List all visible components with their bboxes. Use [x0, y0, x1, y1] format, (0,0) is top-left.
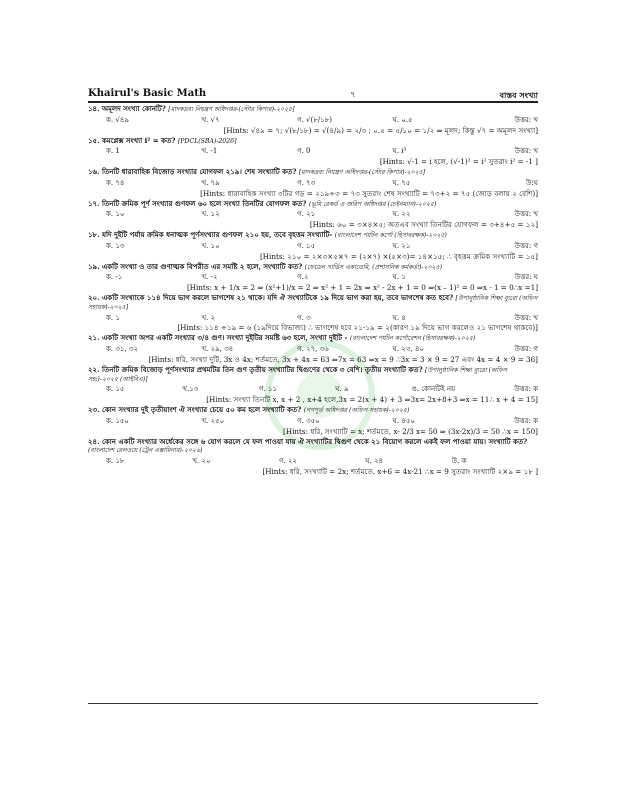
option: ক. ৩১, ৩২	[106, 345, 138, 353]
question-block	[88, 334, 538, 364]
question-text	[88, 200, 538, 209]
option: খ. -1	[201, 147, 218, 156]
question-stem: ২৪. কোন একটি সংখ্যার অর্ধেকের সঙ্গে ৬ যোগ করলে যে ফল পাওয়া যায় ঐ সংখ্যাটির দ্বিগুণ থেকে ২১ বিয়োগ করলে একই ফল পাওয়া যায়। সংখ্যাটি কত?	[88, 436, 528, 446]
option: গ. ২৭, ৩৬	[297, 345, 329, 353]
answer: উত্তর: ক	[514, 385, 539, 394]
answer: উত্তর: খ	[514, 210, 538, 219]
option: গ. ২১	[297, 210, 316, 219]
option: ঘ. ০.৫	[392, 115, 413, 124]
question-source: [PDCL(SBA)-2026]	[177, 137, 237, 145]
question-stem: ১৫. কমপ্লেক্স সংখ্যা i² = কত?	[88, 135, 176, 145]
option: উ. ক	[451, 457, 467, 465]
option: খ. √৭	[201, 115, 220, 124]
option: ক. ৭৪	[106, 178, 125, 187]
hint: [Hints: √-1 = i হলে, (√-1)² = i² সুতরাং i² = -1 ]	[379, 157, 538, 166]
option: খ.১৩	[182, 385, 199, 394]
option: ক. ১৫	[106, 385, 125, 394]
question-stem: ২৩. কোন সংখ্যার দুই তৃতীয়াংশ ঐ সংখ্যার চেয়ে ৫০ কম হলে সংখ্যাটি কত?	[88, 405, 302, 414]
option: খ. ২৯, ৩৪	[201, 345, 234, 353]
question-stem: ২০. একটি সংখ্যাকে ১১৪ দিয়ে ভাগ করলে ভাগশেষ ২১ থাকে। যদি ঐ সংখ্যাটিকে ১৯ দিয়ে ভাগ করা হয়, তবে ভাগশেষ কত হবে?	[88, 293, 454, 302]
options-row	[106, 385, 538, 394]
question-stem: ১৯. একটি সংখ্যা ও তার গুণাত্মক বিপরীত এর সমষ্টি ২ হলে, সংখ্যাটি কত?	[88, 261, 303, 271]
question-stem: ২১. একটি সংখ্যা অপর একটি সংখ্যার ৩/৪ গুণ। সংখ্যা দুইটির সমষ্টি ৬৩ হলে, সংখ্যা দুইটি -	[88, 333, 348, 343]
answer: উ:ঘ	[525, 178, 538, 187]
option: গ. ১৫	[297, 241, 316, 250]
answer: উত্তর: ঘ	[514, 273, 538, 282]
question-stem: ১৮. যদি দুইটি পর্যায় ক্রমিক ধনাত্মক পূর্ণসংখ্যার গুণফল ২১০ হয়, তবে বৃহত্তম সংখ্যাটি-	[88, 230, 333, 239]
option: গ.২	[297, 273, 309, 282]
option: ক. ১৩	[106, 241, 125, 250]
question-source: [উপানুষ্ঠানিক শিক্ষা ব্যুরো (অফিস সহায়ক)-২০২৫]	[88, 295, 538, 311]
question-block	[88, 263, 538, 293]
option: গ. ৭৩	[297, 178, 316, 187]
question-stem: ২২. তিনটি ক্রমিক বিজোড় পূর্ণসংখ্যার প্রথমটির তিন গুণ তৃতীয় সংখ্যাটির দ্বিগুণের থেকে ৩ বেশি। তৃতীয় সংখ্যাটি কত?	[88, 364, 423, 374]
page	[88, 86, 538, 476]
question-text	[88, 105, 538, 114]
question-block	[88, 231, 538, 261]
option: গ. ৩৫০	[297, 416, 320, 425]
option: ঘ. ৪৫০	[392, 416, 415, 425]
option: ক. -১	[106, 273, 123, 282]
question-text	[88, 168, 538, 177]
question-block	[88, 200, 538, 230]
question-source: (ভূমি রেকর্ড ও জরিপ অধিদপ্তর (চেইনম্যান)-২০২৫)	[308, 200, 437, 208]
answer: উত্তর: খ	[514, 115, 538, 124]
question-block	[88, 294, 538, 332]
option: খ. ১০	[201, 241, 220, 250]
option: খ. ২৫০	[201, 416, 225, 425]
answer: উত্তর: খ	[514, 313, 538, 322]
options-row	[106, 116, 538, 125]
options-row	[106, 273, 538, 282]
options-row	[106, 314, 538, 323]
hint: [Hints: √৪৯ = ৭; √(৮/১৮) = √(৪/৯) = ২/৩ ; ০.৫ = ৫/১০ = ১/২ ⇒ মূলদ; কিন্তু √৭ = অমূলদ সংখ্যা]	[223, 125, 538, 135]
option: ক. ১	[106, 313, 120, 322]
question-block	[88, 406, 538, 436]
hint: [Hints: ধরি, সংখ্যাটি = x; শর্তমতে, x- 2/3 x= 50 ⇒ (3x-2x)/3 = 50 ∴x = 150]	[283, 426, 538, 436]
answer: উত্তর: খ	[514, 147, 538, 156]
option: ঙ. কোনটিই নয়	[411, 385, 456, 394]
question-text	[88, 137, 538, 146]
question-source: [মাদকদ্রব্য নিয়ন্ত্রণ অধিদপ্তর-(স্টোর কিপার)-২০২৫]	[168, 106, 295, 113]
option: গ. ২২	[278, 457, 297, 465]
option: ক. ১৫০	[106, 416, 129, 425]
options-row	[106, 179, 538, 188]
options-row	[106, 457, 538, 466]
chapter-title: বাস্তব সংখ্যা	[499, 90, 538, 100]
question-stem: ১৭. তিনটি ক্রমিক পূর্ণ সংখ্যার গুণফল ৬০ হলে সংখ্যা তিনটির যোগফল কত?	[88, 198, 307, 208]
options-row	[106, 147, 538, 156]
question-block	[88, 438, 538, 476]
question-block	[88, 105, 538, 135]
question-block	[88, 137, 538, 167]
question-source: [মাদকদ্রব্য নিয়ন্ত্রণ অধিদপ্তর-(স্টোর কিপার)-২০২৫]	[298, 169, 426, 176]
option: ক. ১০	[106, 210, 125, 219]
book-title: Khairul's Basic Math	[88, 87, 207, 99]
option: ঘ. ৪	[392, 313, 406, 322]
options-row	[106, 210, 538, 219]
option: ঘ. ২৪	[365, 457, 384, 465]
answer: উত্তর: ক	[514, 416, 538, 425]
answer: উত্তর: গ	[514, 241, 538, 250]
hint: [Hints: x + 1/x = 2 ⇒ (x²+1)/x = 2 ⇒ x² + 1 = 2x ⇒ x² - 2x + 1 = 0 ⇒(x – 1)² = 0 ⇒x - 1 = 0∴x =1]	[186, 283, 538, 292]
option: ক. ১৮	[106, 457, 125, 465]
question-block	[88, 168, 538, 198]
question-source: (ফেডেন সার্ভিস একাডেমি, (প্রশাসনিক কর্মকর্তা)-২০২৫)	[304, 263, 442, 271]
option: খ. ১২	[201, 210, 220, 219]
option: ঘ. ৭৫	[392, 178, 411, 187]
option: ঘ. ১	[392, 273, 406, 282]
question-text	[88, 406, 538, 415]
option: ঘ. ৯	[335, 385, 349, 394]
option: খ. ৭৯	[201, 178, 220, 187]
option: ঘ. ২৩, ৪০	[392, 345, 424, 353]
question-source: (বাংলাদেশ পর্যটন কর্পোরেশন (হিসাবরক্ষক)-২০২৫)	[349, 335, 476, 343]
option: ঘ. i³	[392, 147, 407, 156]
question-block	[88, 366, 538, 404]
option: ঘ. ২২	[392, 210, 411, 219]
question-stem: ১৬. তিনটি ধারাবাহিক বিজোড় সংখ্যার যোগফল ২১৯। শেষ সংখ্যাটি কত?	[88, 167, 297, 176]
question-text	[88, 231, 538, 240]
hint: [Hints: ২১০ = ২×৩×৫×৭ = (২×৭) ×(৫×৩)= ১৪×১৫; ∴ বৃহত্তম ক্রমিক সংখ্যাটি = ১৫]	[259, 251, 538, 261]
hint: [Hints: ধরি, সংখ্যা দুটি, 3x ও 4x; শর্তমতে, 3x + 4x = 63 ⇒7x = 63 ⇒x = 9 ∴3x = 3 × 9 = 27 এবং 4x = 4 × 9 = 36]	[148, 354, 538, 364]
hint: [Hints: ১১৪ ÷১৯ = ৬ (১৯দিয়ে বিভাজ্য) ∴ ভাগশেষ হবে ২১-১৯ = ২(কারণ ১৯ দিয়ে ভাগ করলেও ২১ ভাগশেষ থাকবে)]	[177, 323, 538, 333]
page-header	[88, 86, 538, 103]
option: খ. ২০	[192, 457, 211, 465]
option: গ. ১১	[258, 385, 277, 394]
options-row	[106, 242, 538, 251]
option: ক. 1	[106, 147, 120, 156]
option: ঘ. ২১	[392, 241, 411, 250]
hint: [Hints: সংখ্যা তিনটি x, x + 2 , x+4 হলে,3x = 2(x + 4) + 3 ⇒3x= 2x+8+3 ⇒x = 11∴ x + 4 = 15]	[206, 395, 538, 404]
answer: উত্তর: গ	[514, 345, 538, 353]
bottom-rule	[88, 703, 538, 704]
option: খ. ২	[201, 313, 216, 322]
hint: [Hints: ধরি, সংখ্যাটি = 2x; শর্তমতে, x+6 = 4x-21 ∴x = 9 সুতরাং সংখ্যাটি ২×৯ = ১৮ ]	[262, 466, 538, 476]
options-row	[106, 345, 538, 354]
option: গ. 0	[297, 147, 311, 156]
question-text	[88, 294, 538, 312]
question-source: (গণপূর্ত অধিদপ্তর (অফিস সহায়ক)-২০২৫)	[303, 407, 410, 414]
question-text	[88, 366, 538, 384]
options-row	[106, 417, 538, 426]
hint: [Hints: ধারাবাহিক সংখ্যা ৩টির গড় = ২১৯÷৩ = ৭৩ সুতরাং শেষ সংখ্যাটি = ৭৩+২ = ৭৫ (জোড় বলায় ২ বেশি)]	[200, 188, 538, 198]
question-text	[88, 263, 538, 272]
question-stem: ১৪. অমূলদ সংখ্যা কোনটি?	[88, 104, 166, 113]
option: খ. -২	[201, 273, 218, 282]
page-number: ৭	[350, 90, 356, 99]
option: গ. √(৮/১৮)	[297, 115, 332, 124]
question-text	[88, 334, 538, 343]
question-list	[88, 105, 538, 476]
option: গ. ৩	[297, 313, 311, 322]
question-source: (বাংলাদেশ রেলওয়ে (ট্রেন এক্সামিনার)-২০২৬)	[88, 447, 203, 455]
option: ক. √৪৯	[106, 115, 129, 124]
hint: [Hints: ৬০ = ৩×৪×৫; অতএব সংখ্যা তিনটির যোগফল = ৩+৪+৫ = ১২]	[309, 220, 538, 229]
question-source: [উপানুষ্ঠানিক শিক্ষা ব্যুরো (অফিস সহ:)-২০২৫ (আইবিএ)]	[88, 366, 507, 383]
question-text	[88, 438, 538, 456]
question-source: (বাংলাদেশ পর্যটন কর্পো (হিসাবরক্ষক)-২০২৫)	[334, 232, 447, 239]
